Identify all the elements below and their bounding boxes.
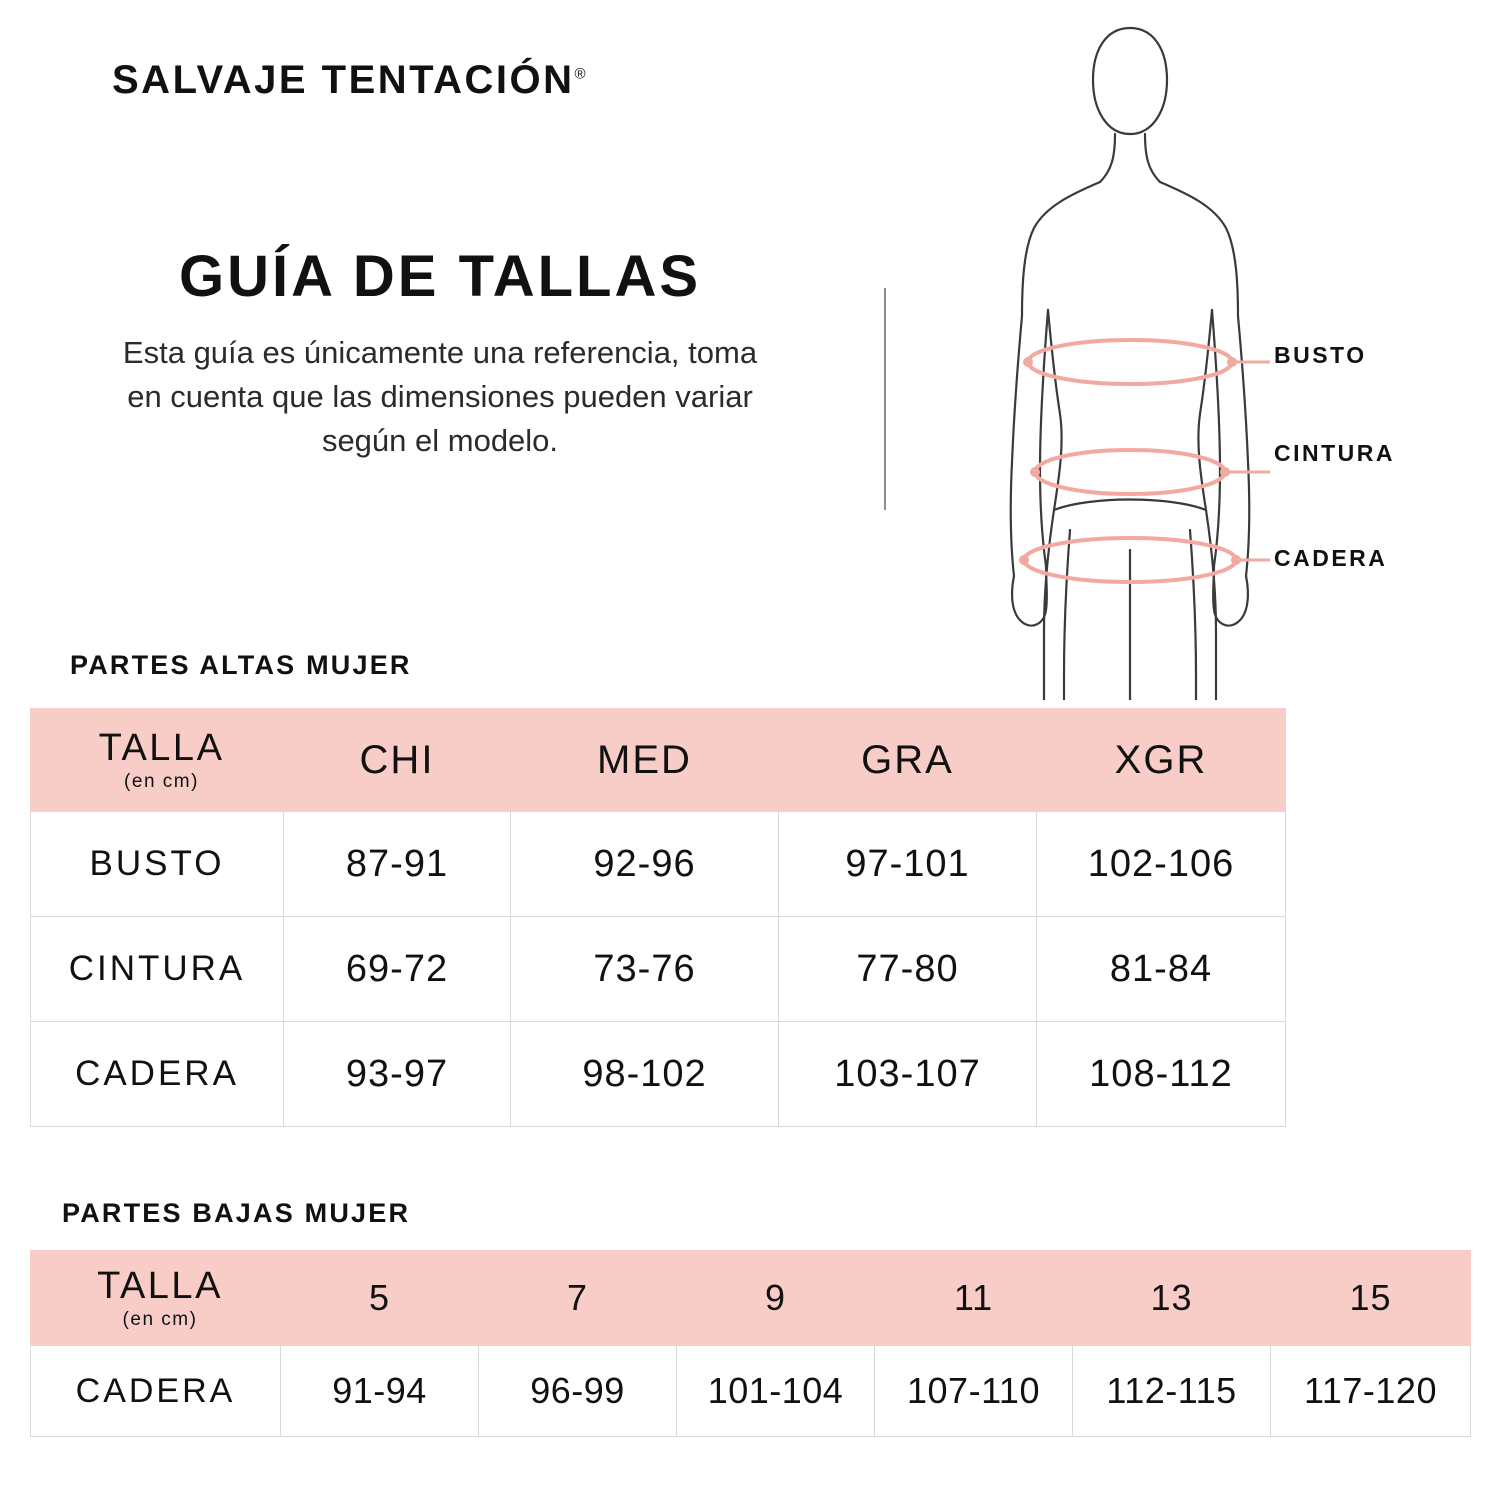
header-size-9: 9 [677,1251,875,1346]
header-size-xgr: XGR [1037,709,1286,812]
row-label-cintura: CINTURA [31,917,284,1022]
header-talla-lower [31,1251,281,1346]
brand-title [112,58,586,103]
cell-cintura-gra: 77-80 [779,917,1037,1022]
header-size-5: 5 [281,1251,479,1346]
header-talla-lower-label: TALLA [97,1265,223,1307]
cell-cadera-13: 112-115 [1073,1346,1271,1437]
cell-cadera-9: 101-104 [677,1346,875,1437]
header-talla-label: TALLA [98,727,225,769]
header-talla [31,709,284,812]
cell-cadera-7: 96-99 [479,1346,677,1437]
header-size-med: MED [511,709,779,812]
cell-cadera-11: 107-110 [875,1346,1073,1437]
header-talla-lower-unit: (en cm) [122,1309,198,1330]
header-size-15: 15 [1271,1251,1471,1346]
header-talla-unit: (en cm) [124,771,199,792]
bust-measure-line [1028,340,1232,384]
table-header-row [31,709,1286,812]
header-size-gra: GRA [779,709,1037,812]
header-size-7: 7 [479,1251,677,1346]
row-label-cadera: CADERA [31,1022,284,1127]
page-title: GUÍA DE TALLAS [178,244,702,309]
row-label-busto: BUSTO [31,812,284,917]
section-title-upper: PARTES ALTAS MUJER [70,650,412,680]
header-size-11: 11 [875,1251,1073,1346]
vertical-divider [884,288,886,510]
figure-label-busto: BUSTO [1274,342,1367,368]
size-table-upper [30,708,1286,1127]
header-size-13: 13 [1073,1251,1271,1346]
body-figure-illustration [960,10,1300,700]
table-row [31,812,1286,917]
cell-busto-xgr: 102-106 [1037,812,1286,917]
table-header-row [31,1251,1471,1346]
waist-measure-line [1035,450,1225,494]
cell-cadera-15: 117-120 [1271,1346,1471,1437]
intro-description: Esta guía es únicamente una referencia, toma en cuenta que las dimensiones pueden variar según el modelo. [122,334,758,458]
intro-block [60,245,820,463]
cell-busto-gra: 97-101 [779,812,1037,917]
cell-cintura-med: 73-76 [511,917,779,1022]
figure-label-cadera: CADERA [1274,545,1388,571]
header-size-chi: CHI [284,709,511,812]
cell-cadera-chi: 93-97 [284,1022,511,1127]
section-title-lower: PARTES BAJAS MUJER [62,1198,411,1228]
brand-name: SALVAJE TENTACIÓN [112,58,575,102]
table-row [31,1346,1471,1437]
cell-cadera-xgr: 108-112 [1037,1022,1286,1127]
figure-label-cintura: CINTURA [1274,440,1395,466]
registered-mark: ® [574,65,586,83]
cell-cintura-chi: 69-72 [284,917,511,1022]
row-label-cadera-lower: CADERA [31,1346,281,1437]
cell-cadera-5: 91-94 [281,1346,479,1437]
table-row [31,1022,1286,1127]
cell-cadera-med: 98-102 [511,1022,779,1127]
cell-cintura-xgr: 81-84 [1037,917,1286,1022]
cell-cadera-gra: 103-107 [779,1022,1037,1127]
cell-busto-chi: 87-91 [284,812,511,917]
table-row [31,917,1286,1022]
cell-busto-med: 92-96 [511,812,779,917]
size-table-lower [30,1250,1471,1437]
